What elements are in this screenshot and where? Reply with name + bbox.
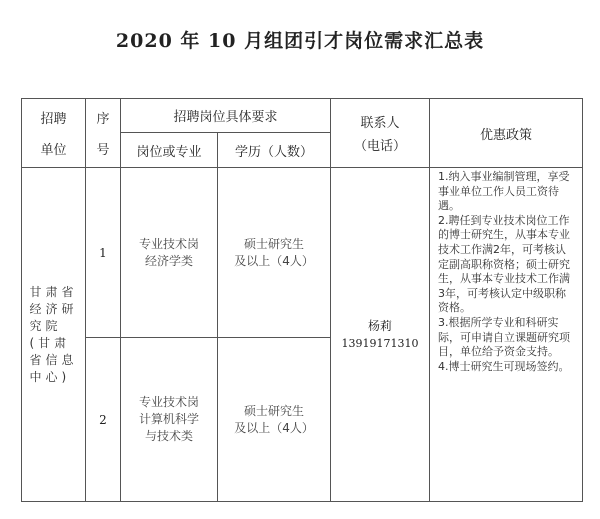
header-contact (331, 99, 430, 168)
policy-item-4: 4.博士研究生可现场签约。 (438, 359, 570, 373)
header-unit-line1: 招聘 (40, 112, 67, 127)
header-contact-line1: 联系人 (360, 116, 400, 131)
row-education (218, 338, 331, 502)
row-seq: 2 (86, 338, 121, 502)
row-post (121, 168, 218, 338)
recruitment-table (21, 98, 583, 502)
unit-cell (22, 168, 86, 502)
row-post-line2: 经济学类 (144, 253, 193, 268)
contact-name: 杨莉 (368, 318, 393, 333)
policy-cell (430, 168, 583, 502)
header-seq (86, 99, 121, 168)
row-post-line2: 计算机科学 (138, 412, 199, 426)
unit-name: 甘肃省经济研究院(甘肃省信息中心) (29, 284, 78, 384)
row-education (218, 168, 331, 338)
row-post-line1: 专业技术岗 (138, 236, 199, 251)
header-contact-line2: （电话） (354, 139, 407, 154)
row-post (121, 338, 218, 502)
row-edu-line1: 硕士研究生 (244, 236, 305, 251)
policy-item-3: 3.根据所学专业和科研实际，可申请自立课题研究项目，单位给予资金支持。 (438, 315, 571, 359)
contact-cell (331, 168, 430, 502)
header-seq-line1: 序 (96, 112, 110, 127)
row-seq: 1 (86, 168, 121, 338)
row-edu-line1: 硕士研究生 (244, 403, 305, 418)
contact-phone: 13919171310 (341, 336, 419, 350)
header-policy: 优惠政策 (430, 99, 583, 168)
header-requirements: 招聘岗位具体要求 (121, 99, 331, 133)
policy-item-2: 2.聘任到专业技术岗位工作的博士研究生，从事本专业技术工作满2年，可考核认定副高职称资格；硕士研究生，从事本专业技术工作满3年，可考核认定中级职称资格。 (438, 213, 571, 315)
table-row (22, 168, 583, 338)
header-seq-line2: 号 (96, 143, 110, 158)
header-row-1 (22, 99, 583, 133)
row-edu-line2: 及以上（4人） (234, 420, 314, 435)
row-post-line1: 专业技术岗 (138, 395, 199, 409)
header-unit-line2: 单位 (40, 143, 67, 158)
policy-item-1: 1.纳入事业编制管理，享受事业单位工作人员工资待遇。 (438, 170, 570, 213)
header-unit (22, 99, 86, 168)
row-edu-line2: 及以上（4人） (234, 253, 314, 268)
header-post: 岗位或专业 (121, 133, 218, 168)
page-title: 2020 年 10 月组团引才岗位需求汇总表 (115, 30, 485, 52)
header-education: 学历（人数） (218, 133, 331, 168)
row-post-line3: 与技术类 (144, 429, 193, 443)
